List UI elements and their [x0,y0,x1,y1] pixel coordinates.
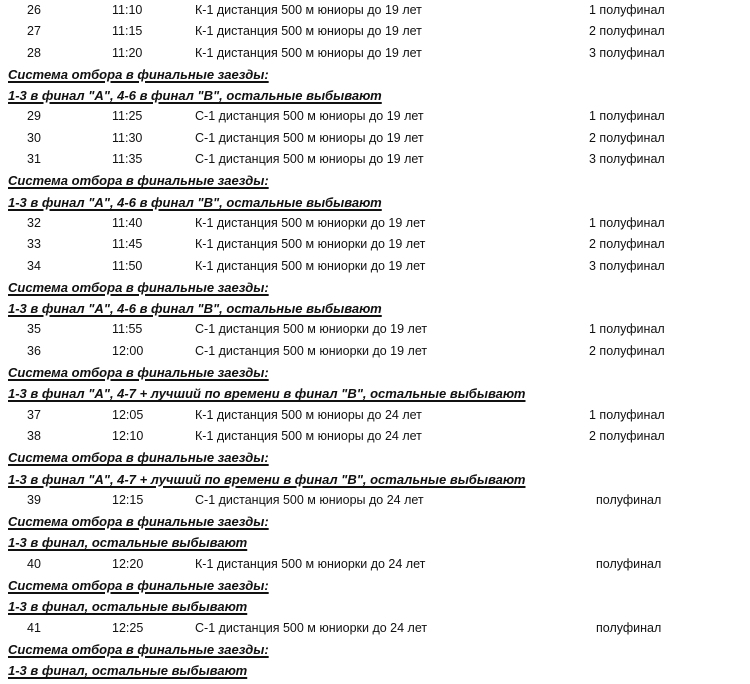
race-row [0,341,750,362]
race-description: С-1 дистанция 500 м юниоры до 19 лет [195,109,424,124]
race-number: 32 [27,215,41,230]
race-time: 12:15 [112,492,144,507]
race-time: 11:25 [112,109,143,124]
race-stage: 1 полуфинал [589,109,665,124]
race-description: С-1 дистанция 500 м юниоры до 24 лет [195,492,424,507]
race-description: К-1 дистанция 500 м юниоры до 19 лет [195,24,422,39]
race-time: 11:45 [112,237,143,252]
race-row [0,213,750,234]
race-time: 11:40 [112,215,143,230]
race-number: 27 [27,24,41,39]
race-number: 39 [27,492,41,507]
race-time: 12:25 [112,620,144,635]
race-time: 12:00 [112,343,144,358]
race-description: К-1 дистанция 500 м юниоры до 19 лет [195,45,422,60]
race-stage: 2 полуфинал [589,130,665,145]
selection-rule: 1-3 в финал "А", 4-6 в финал "В", остальные выбывают [8,194,382,210]
race-number: 35 [27,322,41,337]
race-number: 34 [27,258,41,273]
race-time: 11:20 [112,45,143,60]
race-description: К-1 дистанция 500 м юниоры до 24 лет [195,407,422,422]
race-description: К-1 дистанция 500 м юниорки до 19 лет [195,237,426,252]
race-row [0,0,750,21]
race-stage: 2 полуфинал [589,428,665,443]
race-stage: 1 полуфинал [589,322,665,337]
race-stage: 1 полуфинал [589,3,665,17]
selection-rule: 1-3 в финал "А", 4-7 + лучший по времени в финал "В", остальные выбывают [8,386,526,402]
race-number: 28 [27,45,41,60]
race-time: 12:05 [112,407,144,422]
race-description: С-1 дистанция 500 м юниорки до 19 лет [195,343,428,358]
race-time: 11:30 [112,130,143,145]
race-row [0,43,750,64]
selection-system-heading: Система отбора в финальные заезды: [8,578,269,594]
race-stage: 1 полуфинал [589,407,665,422]
race-time: 11:15 [112,24,143,39]
race-number: 40 [27,556,41,571]
race-row [0,319,750,340]
race-row [0,21,750,42]
race-number: 33 [27,237,41,252]
race-number: 29 [27,109,41,124]
race-description: К-1 дистанция 500 м юниорки до 24 лет [195,556,426,571]
race-number: 30 [27,130,41,145]
race-stage: полуфинал [596,620,662,635]
selection-rule: 1-3 в финал "А", 4-6 в финал "В", остальные выбывают [8,301,382,317]
race-number: 37 [27,407,41,422]
selection-system-heading: Система отбора в финальные заезды: [8,173,269,189]
race-number: 26 [27,3,41,17]
race-stage: 3 полуфинал [589,45,665,60]
race-time: 11:55 [112,322,143,337]
race-stage: полуфинал [596,492,662,507]
race-description: С-1 дистанция 500 м юниорки до 19 лет [195,322,428,337]
race-stage: 3 полуфинал [589,152,665,167]
selection-rule: 1-3 в финал, остальные выбывают [8,599,248,615]
selection-system-heading: Система отбора в финальные заезды: [8,365,269,381]
race-stage: полуфинал [596,556,662,571]
race-number: 41 [27,620,41,635]
selection-rule: 1-3 в финал, остальные выбывают [8,663,248,679]
selection-rule: 1-3 в финал, остальные выбывают [8,535,248,551]
race-row [0,554,750,575]
race-row [0,426,750,447]
race-number: 31 [27,152,41,167]
race-description: К-1 дистанция 500 м юниорки до 19 лет [195,215,426,230]
selection-system-heading: Система отбора в финальные заезды: [8,66,269,82]
selection-system-heading: Система отбора в финальные заезды: [8,450,269,466]
race-stage: 2 полуфинал [589,24,665,39]
selection-system-heading: Система отбора в финальные заезды: [8,279,269,295]
race-stage: 3 полуфинал [589,258,665,273]
race-description: К-1 дистанция 500 м юниоры до 19 лет [195,3,422,17]
selection-rule: 1-3 в финал "А", 4-6 в финал "В", остальные выбывают [8,88,382,104]
race-description: К-1 дистанция 500 м юниоры до 24 лет [195,428,422,443]
race-stage: 2 полуфинал [589,343,665,358]
race-time: 12:10 [112,428,144,443]
race-stage: 1 полуфинал [589,215,665,230]
race-row [0,234,750,255]
race-number: 36 [27,343,41,358]
race-description: С-1 дистанция 500 м юниоры до 19 лет [195,152,424,167]
race-row [0,128,750,149]
race-row [0,405,750,426]
race-row [0,106,750,127]
race-row [0,256,750,277]
race-row [0,149,750,170]
race-description: С-1 дистанция 500 м юниоры до 19 лет [195,130,424,145]
race-number: 38 [27,428,41,443]
race-description: К-1 дистанция 500 м юниорки до 19 лет [195,258,426,273]
selection-rule: 1-3 в финал "А", 4-7 + лучший по времени в финал "В", остальные выбывают [8,471,526,487]
race-row [0,490,750,511]
race-description: С-1 дистанция 500 м юниорки до 24 лет [195,620,428,635]
race-time: 11:50 [112,258,143,273]
race-stage: 2 полуфинал [589,237,665,252]
race-row [0,618,750,639]
race-time: 12:20 [112,556,144,571]
race-time: 11:35 [112,152,143,167]
selection-system-heading: Система отбора в финальные заезды: [8,514,269,530]
race-time: 11:10 [112,3,143,17]
selection-system-heading: Система отбора в финальные заезды: [8,641,269,657]
